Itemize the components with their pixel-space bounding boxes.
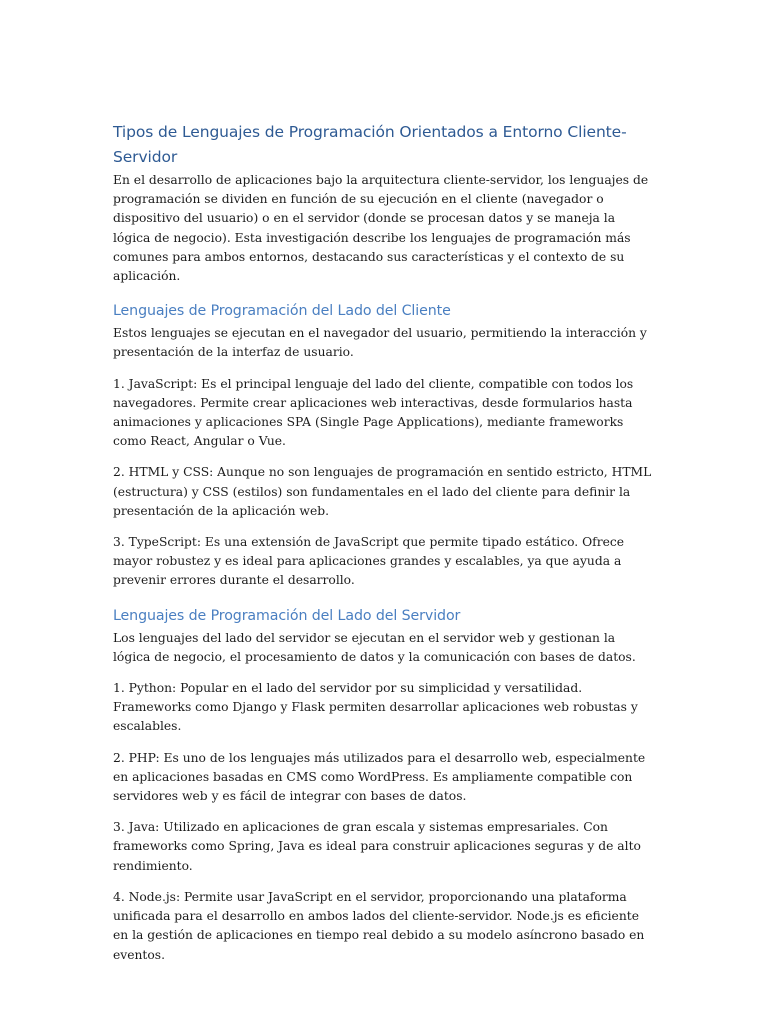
client-side-section [113, 299, 653, 590]
document-title: Tipos de Lenguajes de Programación Orientados a Entorno Cliente-Servidor [113, 123, 627, 166]
list-item-typescript: 3. TypeScript: Es una extensión de JavaScript que permite tipado estático. Ofrece mayor robustez y es ideal para aplicaciones grandes y escalables, ya que ayuda a prevenir errores durante el desarrollo. [113, 535, 625, 588]
server-side-section [113, 604, 653, 965]
list-item-html-css: 2. HTML y CSS: Aunque no son lenguajes de programación en sentido estricto, HTML (estructura) y CSS (estilos) son fundamentales en el lado del cliente para definir la presentación de la aplicación web. [113, 465, 652, 518]
list-item-javascript: 1. JavaScript: Es el principal lenguaje del lado del cliente, compatible con todos los navegadores. Permite crear aplicaciones web interactivas, desde formularios hasta animaciones y aplicaciones SPA (Single Page Applications), mediante frameworks como React, Angular o Vue. [113, 376, 634, 449]
list-item-php: 2. PHP: Es uno de los lenguajes más utilizados para el desarrollo web, especialmente en aplicaciones basadas en CMS como WordPress. Es ampliamente compatible con servidores web y es fácil de integrar con bases de datos. [113, 750, 646, 804]
server-side-intro: Los lenguajes del lado del servidor se ejecutan en el servidor web y gestionan la lógica de negocio, el procesamiento de datos y la comunicación con bases de datos. [113, 630, 636, 664]
list-item-nodejs: 4. Node.js: Permite usar JavaScript en el servidor, proporcionando una plataforma unificada para el desarrollo en ambos lados del cliente-servidor. Node.js es eficiente en la gestión de aplicaciones en tiempo real debido a su modelo asíncrono basado en eventos. [113, 889, 645, 962]
client-side-heading: Lenguajes de Programación del Lado del Cliente [113, 303, 451, 320]
list-item-java: 3. Java: Utilizado en aplicaciones de gran escala y sistemas empresariales. Con frameworks como Spring, Java es ideal para construir aplicaciones seguras y de alto rendimiento. [113, 820, 641, 873]
intro-paragraph: En el desarrollo de aplicaciones bajo la arquitectura cliente-servidor, los lenguajes de programación se dividen en función de su ejecución en el cliente (navegador o dispositivo del usuario) o en el servidor (donde se procesan datos y se maneja la lógica de negocio). Esta investigación describe los lenguajes de programación más comunes para ambos entornos, destacando sus características y el contexto de su aplicación. [113, 173, 649, 284]
client-side-intro: Estos lenguajes se ejecutan en el navegador del usuario, permitiendo la interacción y presentación de la interfaz de usuario. [113, 326, 647, 360]
server-side-heading: Lenguajes de Programación del Lado del Servidor [113, 607, 461, 624]
list-item-python: 1. Python: Popular en el lado del servidor por su simplicidad y versatilidad. Frameworks como Django y Flask permiten desarrollar aplicaciones web robustas y escalables. [113, 681, 638, 734]
document-body [113, 120, 653, 977]
